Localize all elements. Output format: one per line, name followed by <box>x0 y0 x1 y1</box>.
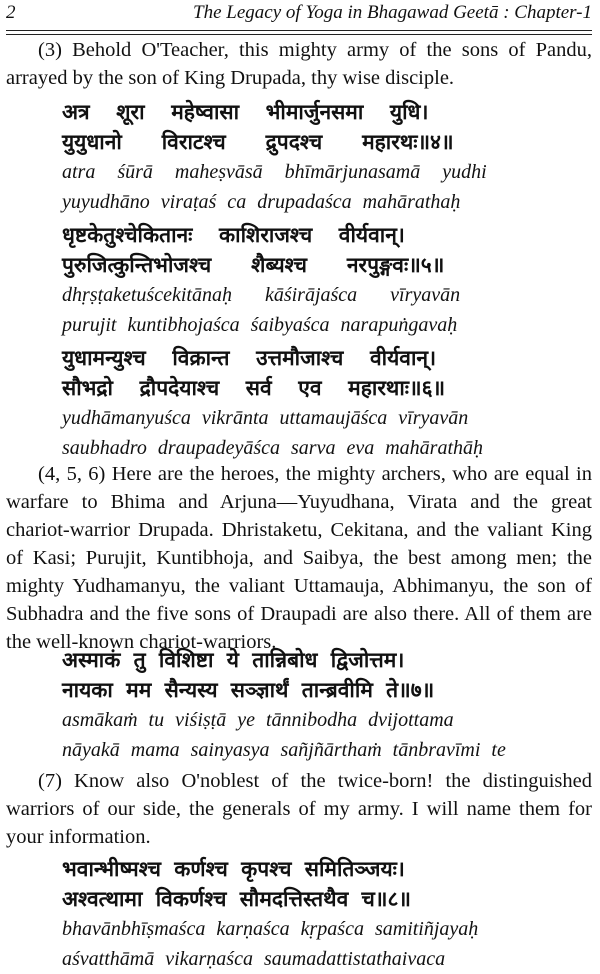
paragraph-verse-7-translation: (7) Know also O'noblest of the twice-born! the distinguished warriors of our side, the generals of my army. I will name them for your information. <box>6 770 592 848</box>
verse-7-devanagari-line-1: अस्माकं तु विशिष्टा ये तान्निबोध द्विजोत्तम। <box>62 648 405 672</box>
header-rule <box>6 30 592 35</box>
verse-6-transliteration-line-2: saubhadro draupadeyāśca sarva eva mahārathāḥ <box>62 437 484 459</box>
verse-5-devanagari-line-2: पुरुजित्कुन्तिभोजश्च शैब्यश्च नरपुङ्गवः॥५॥ <box>62 253 445 277</box>
verse-7-transliteration-line-2: nāyakā mama sainyasya sañjñārthaṁ tānbravīmi te <box>62 739 506 761</box>
verse-5-devanagari-line-1: धृष्टकेतुश्चेकितानः काशिराजश्च वीर्यवान्। <box>62 223 405 247</box>
verse-6-devanagari-line-2: सौभद्रो द्रौपदेयाश्च सर्व एव महारथाः॥६॥ <box>62 376 446 400</box>
verse-5 <box>62 220 460 340</box>
verse-7-devanagari-line-2: नायका मम सैन्यस्य सञ्ज्ञार्थं तान्ब्रवीमि ते॥७॥ <box>62 678 435 702</box>
verse-5-transliteration-line-2: purujit kuntibhojaśca śaibyaśca narapuṅgavaḥ <box>62 314 458 336</box>
verse-7 <box>62 645 506 765</box>
page-number: 2 <box>6 2 16 23</box>
verse-4-devanagari-line-1: अत्र शूरा महेष्वासा भीमार्जुनसमा युधि। <box>62 100 429 124</box>
verse-4-transliteration-line-1: atra śūrā maheṣvāsā bhīmārjunasamā yudhi <box>62 161 487 183</box>
verse-8-devanagari-line-1: भवान्भीष्मश्च कर्णश्च कृपश्च समितिञ्जयः। <box>62 857 405 881</box>
verse-7-transliteration-line-1: asmākaṁ tu viśiṣṭā ye tānnibodha dvijottama <box>62 709 454 731</box>
verse-6-devanagari-line-1: युधामन्युश्च विक्रान्त उत्तमौजाश्च वीर्यवान्। <box>62 346 437 370</box>
verse-6-transliteration-line-1: yudhāmanyuśca vikrānta uttamaujāśca vīryavān <box>62 407 469 429</box>
verse-5-transliteration-line-1: dhṛṣṭaketuścekitānaḥ kāśirājaśca vīryavān <box>62 284 461 306</box>
paragraph-verse-3-translation: (3) Behold O'Teacher, this mighty army of the sons of Pandu, arrayed by the son of King Drupada, thy wise disciple. <box>6 39 592 89</box>
running-head: The Legacy of Yoga in Bhagawad Geetā : Chapter-1 <box>193 2 592 23</box>
verse-4-devanagari-line-2: युयुधानो विराटश्च द्रुपदश्च महारथः॥४॥ <box>62 130 454 154</box>
verse-8 <box>62 854 478 974</box>
verse-6 <box>62 343 483 463</box>
verse-4 <box>62 97 487 217</box>
paragraph-verses-4-5-6-translation: (4, 5, 6) Here are the heroes, the mighty archers, who are equal in warfare to Bhima and Arjuna—Yuyudhana, Virata and the great chariot-warrior Drupada. Dhristaketu, Cekitana, and the valiant King of Kasi; Purujit, Kuntibhoja, and Saibya, the best among men; the mighty Yudhamanyu, the valiant Uttamauja, Abhimanyu, the son of Subhadra and the five sons of Draupadi are also there. All of them are the well-known chariot-warriors. <box>6 463 592 653</box>
verse-8-transliteration-line-1: bhavānbhīṣmaśca karṇaśca kṛpaśca samitiñjayaḥ <box>62 918 479 940</box>
verse-4-transliteration-line-2: yuyudhāno viraṭaś ca drupadaśca mahārathaḥ <box>62 191 461 213</box>
verse-8-devanagari-line-2: अश्वत्थामा विकर्णश्च सौमदत्तिस्तथैव च॥८॥ <box>62 887 411 911</box>
page-header <box>6 0 592 30</box>
verse-8-transliteration-line-2: aśvatthāmā vikarṇaśca saumadattistathaivaca <box>62 948 446 970</box>
